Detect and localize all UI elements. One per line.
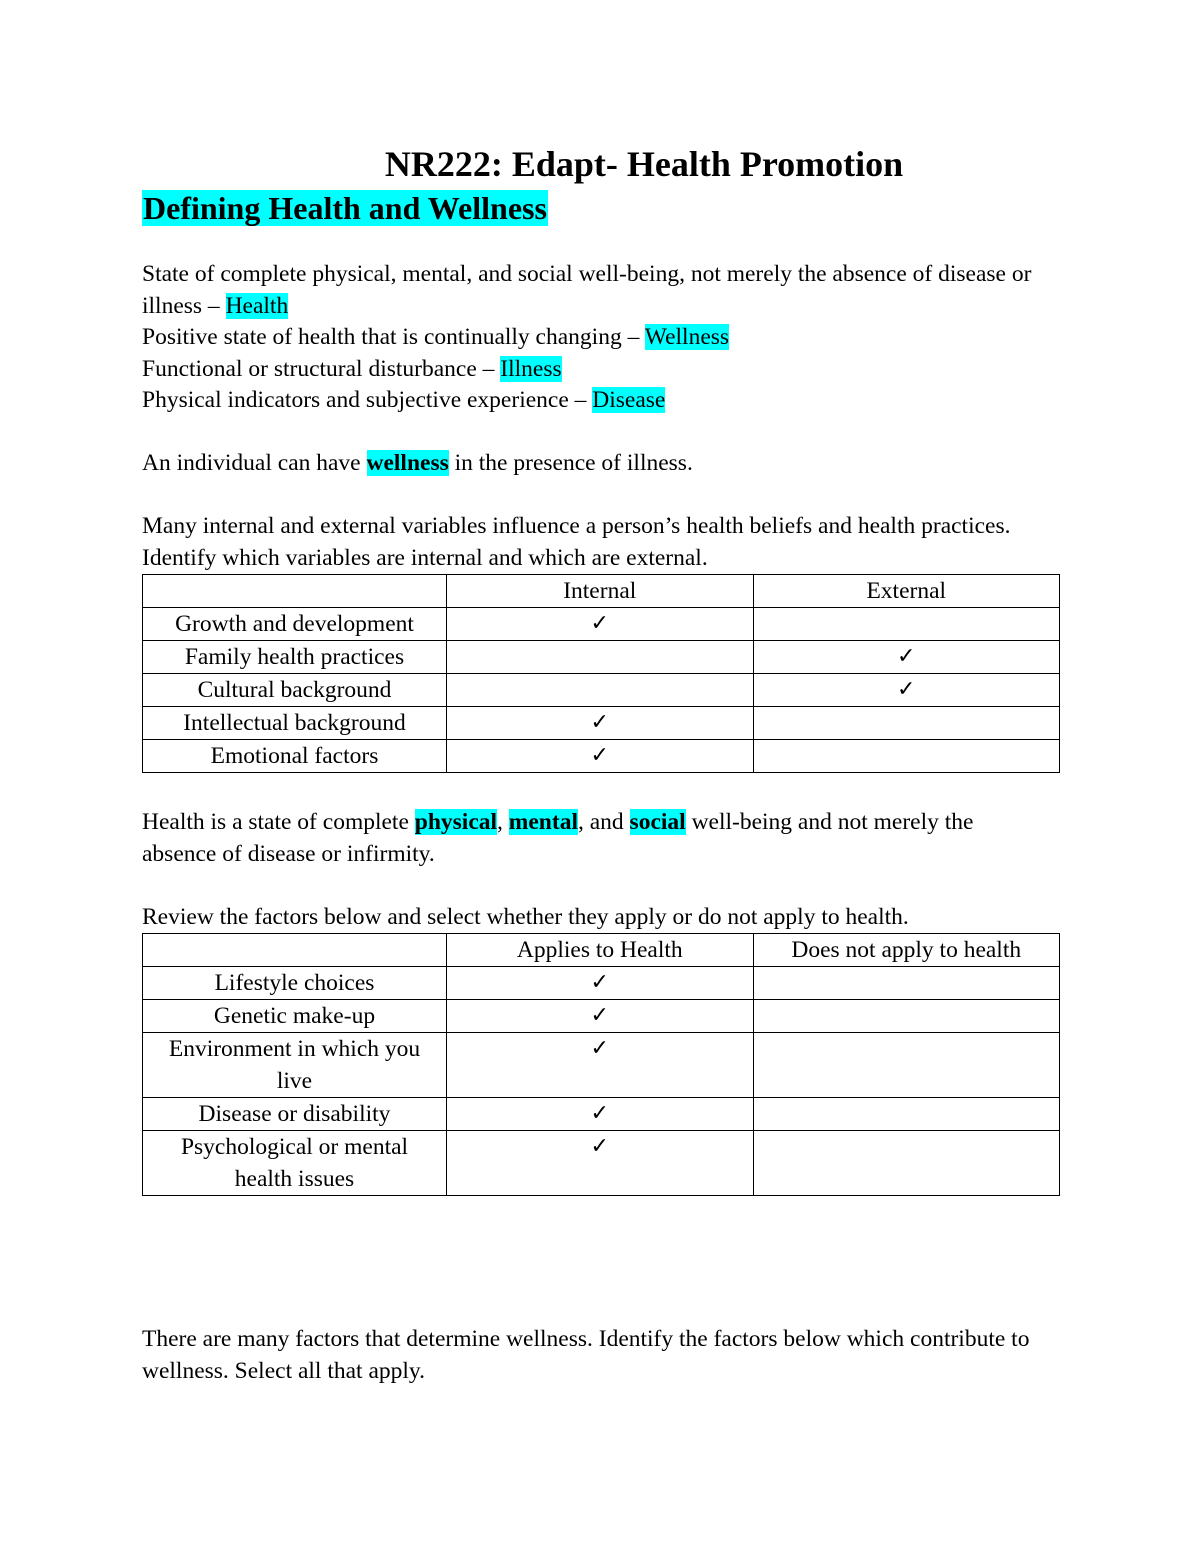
- table-header-row: [143, 575, 1060, 608]
- variable-label: Growth and development: [143, 608, 447, 641]
- internal-cell[interactable]: ✓: [447, 707, 754, 740]
- not-applies-cell[interactable]: [753, 1131, 1060, 1196]
- table-header-cell: Applies to Health: [447, 934, 754, 967]
- table-header-row: [143, 934, 1060, 967]
- definition-term: Illness: [500, 355, 562, 382]
- variables-intro: Many internal and external variables influence a person’s health beliefs and health practices. Identify which variables are internal and which are external.: [142, 513, 1011, 571]
- internal-cell[interactable]: ✓: [447, 740, 754, 773]
- external-cell[interactable]: ✓: [753, 641, 1060, 674]
- section-heading: [142, 188, 1060, 228]
- wellness-sentence: [142, 448, 1060, 480]
- table-row: [143, 1131, 1060, 1196]
- factors-intro: Review the factors below and select whether they apply or do not apply to health.: [142, 903, 909, 930]
- external-cell[interactable]: [753, 707, 1060, 740]
- table-header-cell: [143, 934, 447, 967]
- definition-text: Functional or structural disturbance –: [142, 355, 501, 382]
- table-header-cell: Does not apply to health: [753, 934, 1060, 967]
- sentence-text: well-being and not merely the absence of disease or infirmity.: [142, 809, 974, 867]
- highlighted-term: mental: [508, 809, 578, 835]
- sentence-text: in the presence of illness.: [448, 450, 693, 476]
- external-cell[interactable]: [753, 608, 1060, 641]
- sentence-text: Health is a state of complete: [142, 809, 415, 835]
- factor-label: Disease or disability: [143, 1098, 447, 1131]
- not-applies-cell[interactable]: [753, 1033, 1060, 1098]
- variable-label: Intellectual background: [143, 707, 447, 740]
- table-header-cell: External: [753, 575, 1060, 608]
- definition-text: Positive state of health that is continually changing –: [142, 324, 645, 350]
- external-cell[interactable]: ✓: [753, 674, 1060, 707]
- table-row: [143, 1098, 1060, 1131]
- highlighted-term: physical: [414, 809, 498, 835]
- factor-label: Genetic make-up: [143, 1000, 447, 1033]
- definition-health: [142, 259, 1042, 322]
- table-header-cell: [143, 575, 447, 608]
- table-row: [143, 707, 1060, 740]
- highlighted-term: wellness: [366, 450, 449, 476]
- applies-cell[interactable]: ✓: [447, 1098, 754, 1131]
- applies-cell[interactable]: ✓: [447, 1033, 754, 1098]
- highlighted-term: social: [629, 809, 686, 835]
- applies-cell[interactable]: ✓: [447, 1131, 754, 1196]
- document-title: NR222: Edapt- Health Promotion: [384, 144, 904, 184]
- factor-label: Psychological or mental health issues: [143, 1131, 447, 1196]
- factors-table: [142, 933, 1060, 1196]
- definition-term: Health: [225, 292, 289, 319]
- definition-term: Disease: [592, 387, 666, 413]
- variable-label: Cultural background: [143, 674, 447, 707]
- table-row: [143, 740, 1060, 773]
- table-row: [143, 674, 1060, 707]
- factor-label: Lifestyle choices: [143, 967, 447, 1000]
- not-applies-cell[interactable]: [753, 967, 1060, 1000]
- factor-label: Environment in which you live: [143, 1033, 447, 1098]
- document-page: [142, 140, 1060, 1387]
- sentence-text: , and: [577, 809, 630, 835]
- variable-label: Family health practices: [143, 641, 447, 674]
- definition-text: Physical indicators and subjective experience –: [142, 387, 593, 413]
- internal-cell[interactable]: [447, 641, 754, 674]
- table-row: [143, 1000, 1060, 1033]
- internal-cell[interactable]: ✓: [447, 608, 754, 641]
- sentence-text: ,: [497, 809, 509, 835]
- not-applies-cell[interactable]: [753, 1098, 1060, 1131]
- wellness-factors-intro: There are many factors that determine wellness. Identify the factors below which contribute to wellness. Select all that apply.: [142, 1326, 1030, 1384]
- definition-wellness: [142, 322, 1060, 354]
- not-applies-cell[interactable]: [753, 1000, 1060, 1033]
- applies-cell[interactable]: ✓: [447, 967, 754, 1000]
- table-row: [143, 967, 1060, 1000]
- internal-cell[interactable]: [447, 674, 754, 707]
- table-row: [143, 608, 1060, 641]
- health-sentence: [142, 807, 1022, 870]
- definition-text: State of complete physical, mental, and social well-being, not merely the absence of disease or illness –: [142, 261, 1032, 319]
- applies-cell[interactable]: ✓: [447, 1000, 754, 1033]
- definition-illness: [142, 354, 1060, 386]
- section-heading-text: Defining Health and Wellness: [143, 190, 547, 226]
- table-row: [143, 641, 1060, 674]
- definition-disease: [142, 385, 1060, 417]
- external-cell[interactable]: [753, 740, 1060, 773]
- table-header-cell: Internal: [447, 575, 754, 608]
- variable-label: Emotional factors: [143, 740, 447, 773]
- variables-table: [142, 574, 1060, 773]
- table-row: [143, 1033, 1060, 1098]
- sentence-text: An individual can have: [142, 450, 367, 476]
- definition-term: Wellness: [644, 324, 730, 350]
